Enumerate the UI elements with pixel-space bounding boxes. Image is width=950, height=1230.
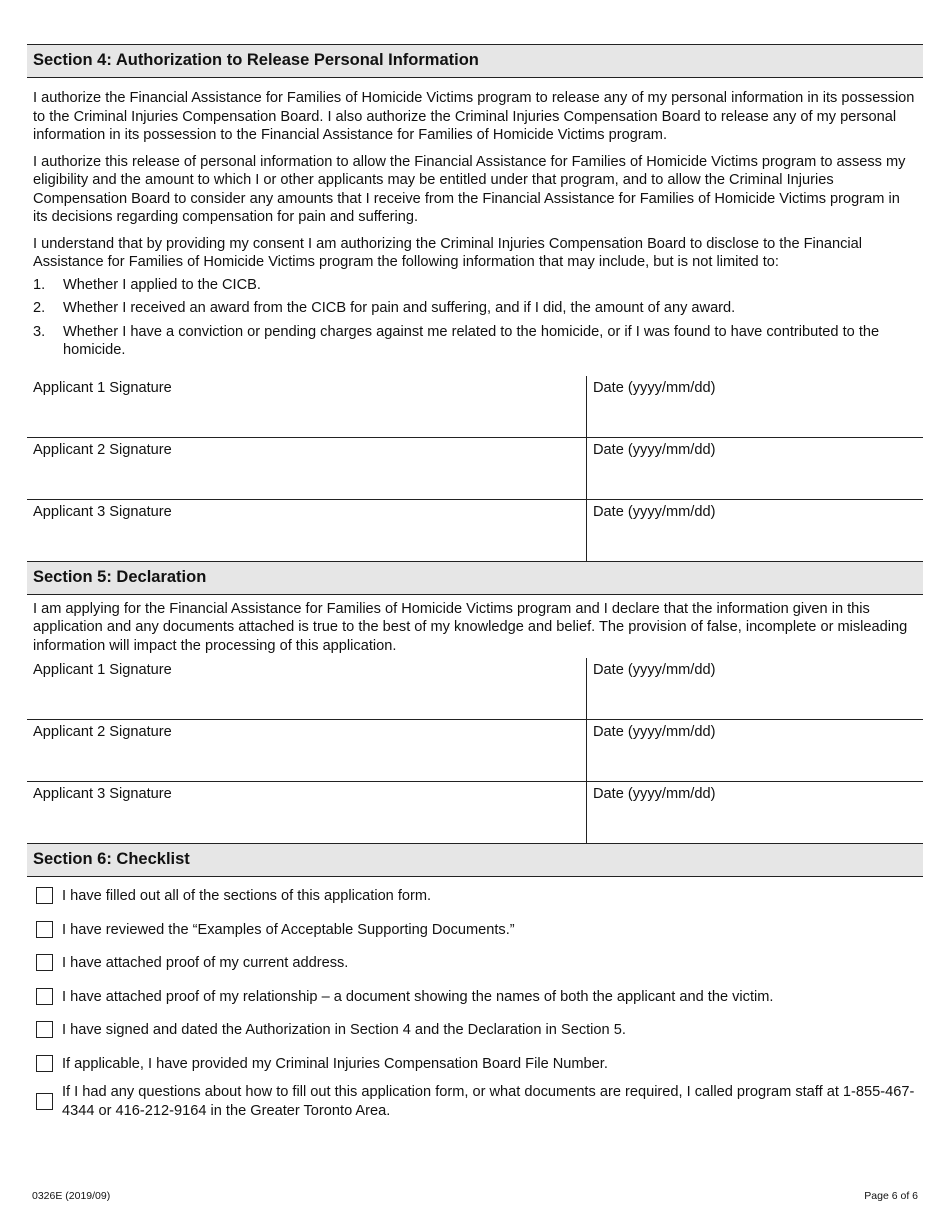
checklist-item bbox=[27, 921, 923, 940]
applicant-2-date-field[interactable]: Date (yyyy/mm/dd) bbox=[587, 720, 924, 782]
list-text: Whether I have a conviction or pending charges against me related to the homicide, or if I was found to have contributed to the homicide. bbox=[63, 323, 880, 358]
list-number: 1. bbox=[33, 276, 46, 293]
list-item bbox=[33, 276, 917, 295]
checklist-item-text: I have signed and dated the Authorization in Section 4 and the Declaration in Section 5. bbox=[62, 1022, 626, 1038]
section-4-paragraph-3: I understand that by providing my consent I am authorizing the Criminal Injuries Compensation Board to disclose to the Financial Assistance for Families of Homicide Victims program the following information that may include, but is not limited to: bbox=[33, 235, 863, 270]
signature-row bbox=[27, 499, 923, 561]
checklist-item-text: I have attached proof of my current address. bbox=[62, 955, 349, 971]
checkbox[interactable] bbox=[36, 1055, 53, 1072]
applicant-1-date-field[interactable]: Date (yyyy/mm/dd) bbox=[587, 658, 924, 720]
checklist-item bbox=[27, 988, 923, 1007]
checklist-item bbox=[27, 1055, 923, 1074]
list-text: Whether I received an award from the CICB for pain and suffering, and if I did, the amount of any award. bbox=[63, 300, 736, 316]
signature-row bbox=[27, 720, 923, 782]
checkbox[interactable] bbox=[36, 1021, 53, 1038]
applicant-2-date-field[interactable]: Date (yyyy/mm/dd) bbox=[587, 437, 924, 499]
section-6-header: Section 6: Checklist bbox=[27, 844, 923, 877]
applicant-2-signature-field[interactable]: Applicant 2 Signature bbox=[27, 437, 587, 499]
checkbox[interactable] bbox=[36, 887, 53, 904]
signature-row bbox=[27, 376, 923, 438]
form-page bbox=[27, 44, 923, 1120]
checklist-item-text: I have reviewed the “Examples of Acceptable Supporting Documents.” bbox=[62, 921, 515, 938]
checklist-item-text: I have attached proof of my relationship – a document showing the names of both the applicant and the victim. bbox=[62, 988, 774, 1005]
section-5-header: Section 5: Declaration bbox=[27, 562, 923, 595]
applicant-3-signature-field[interactable]: Applicant 3 Signature bbox=[27, 499, 587, 561]
list-number: 3. bbox=[33, 323, 46, 340]
applicant-1-signature-field[interactable]: Applicant 1 Signature bbox=[33, 662, 172, 678]
checkbox[interactable] bbox=[36, 921, 53, 938]
checklist bbox=[27, 887, 923, 1120]
section-4-header: Section 4: Authorization to Release Personal Information bbox=[27, 44, 923, 78]
checklist-item bbox=[27, 1083, 923, 1120]
checklist-item bbox=[27, 887, 923, 906]
checklist-item-text: If I had any questions about how to fill out this application form, or what documents are required, I called program staff at 1-855-467-4344 or 416-212-9164 in the Greater Toronto Area. bbox=[62, 1084, 915, 1119]
applicant-1-signature-field[interactable]: Applicant 1 Signature bbox=[33, 379, 172, 396]
checklist-item-text: If applicable, I have provided my Criminal Injuries Compensation Board File Number. bbox=[62, 1055, 608, 1072]
signature-row bbox=[27, 782, 923, 844]
section-4-paragraph-2: I authorize this release of personal information to allow the Financial Assistance for Families of Homicide Victims program to assess my eligibility and the amount to which I or other applicants may be entitled under that program, and to allow the Criminal Injuries Compensation Board to consider any amounts that I receive from the Financial Assistance for Families of Homicide Victims program in its decisions regarding compensation for pain and suffering. bbox=[33, 153, 906, 225]
section-5-signature-table bbox=[27, 658, 923, 844]
checkbox[interactable] bbox=[36, 988, 53, 1005]
section-5-declaration: I am applying for the Financial Assistance for Families of Homicide Victims program and I declare that the information given in this application and any documents attached is true to the best of my knowledge and belief. The provision of false, incomplete or misleading information will impact the processing of this application. bbox=[33, 600, 908, 654]
signature-row bbox=[27, 658, 923, 720]
list-item bbox=[33, 299, 917, 318]
page-number: Page 6 of 6 bbox=[864, 1190, 918, 1202]
checklist-item bbox=[27, 1021, 923, 1040]
checkbox[interactable] bbox=[36, 954, 53, 971]
list-number: 2. bbox=[33, 300, 46, 316]
applicant-3-date-field[interactable]: Date (yyyy/mm/dd) bbox=[587, 499, 924, 561]
checklist-item bbox=[27, 954, 923, 973]
checklist-item-text: I have filled out all of the sections of this application form. bbox=[62, 888, 432, 904]
consent-info-list bbox=[27, 276, 923, 360]
applicant-1-date-field[interactable]: Date (yyyy/mm/dd) bbox=[587, 376, 924, 438]
checkbox[interactable] bbox=[36, 1093, 53, 1110]
applicant-3-date-field[interactable]: Date (yyyy/mm/dd) bbox=[587, 782, 924, 844]
list-item bbox=[33, 323, 917, 360]
applicant-2-signature-field[interactable]: Applicant 2 Signature bbox=[27, 720, 587, 782]
form-code: 0326E (2019/09) bbox=[32, 1190, 111, 1202]
applicant-3-signature-field[interactable]: Applicant 3 Signature bbox=[27, 782, 587, 844]
section-4-paragraph-1: I authorize the Financial Assistance for Families of Homicide Victims program to release any of my personal information in its possession to the Criminal Injuries Compensation Board. I also authorize the Criminal Injuries Compensation Board to release any of my personal information in its possession to the Financial Assistance for Families of Homicide Victims program. bbox=[33, 90, 915, 143]
signature-row bbox=[27, 437, 923, 499]
list-text: Whether I applied to the CICB. bbox=[63, 276, 261, 293]
section-4-signature-table bbox=[27, 376, 923, 562]
